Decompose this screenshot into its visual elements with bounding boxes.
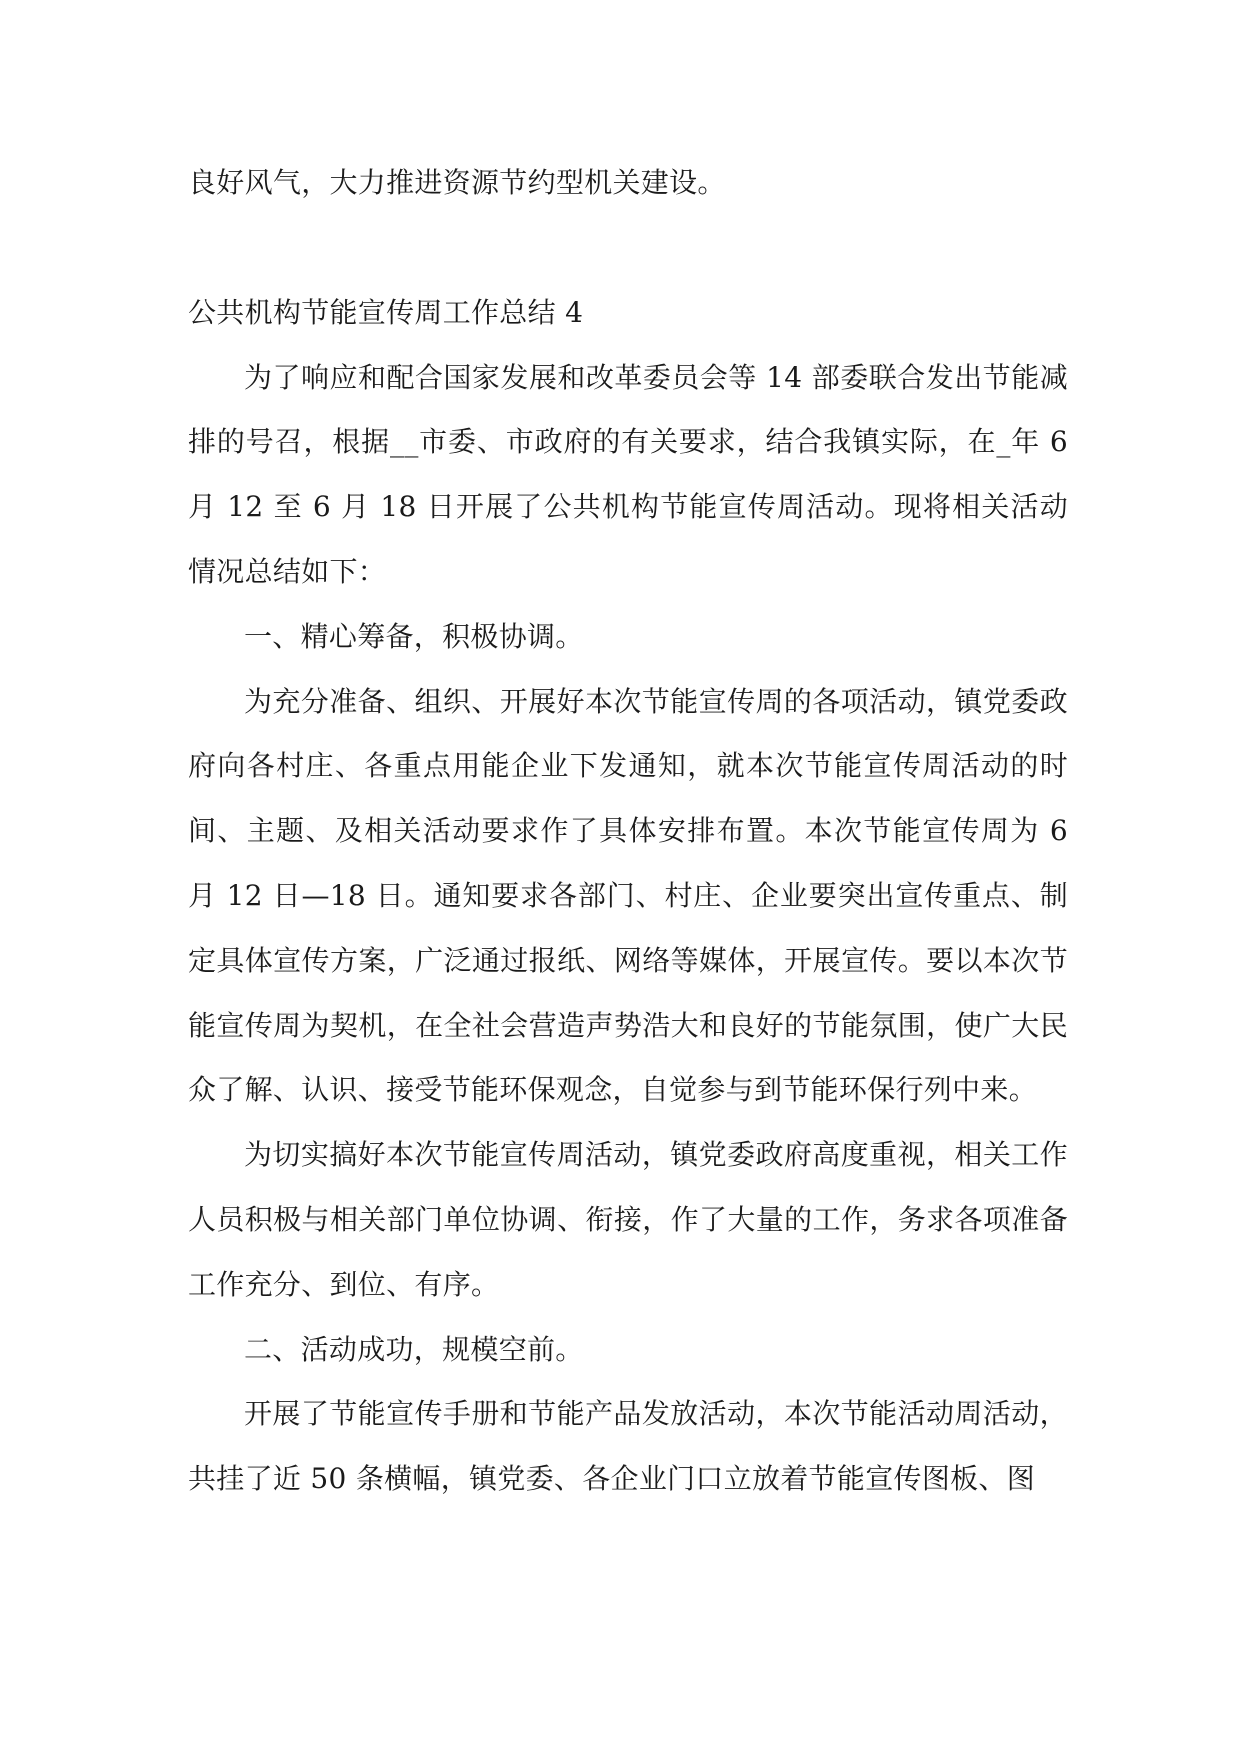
activity-paragraph: 开展了节能宣传手册和节能产品发放活动，本次节能活动周活动，共挂了近 50 条横幅，镇党委、各企业门口立放着节能宣传图板、图 bbox=[188, 1397, 1068, 1496]
continuation-paragraph: 良好风气，大力推进资源节约型机关建设。 bbox=[188, 166, 726, 199]
heading-one: 一、精心筹备，积极协调。 bbox=[244, 619, 584, 653]
preparation-paragraph: 为充分准备、组织、开展好本次节能宣传周的各项活动，镇党委政府向各村庄、各重点用能企业下发通知，就本次节能宣传周活动的时间、主题、及相关活动要求作了具体安排布置。本次节能宣传周为 6 月 12 日—18 日。通知要求各部门、村庄、企业要突出宣传重点、制定具体宣传方案，广泛通过报纸、网络等媒体，开展宣传。要以本次节能宣传周为契机，在全社会营造声势浩大和良好的节能氛围，使广大民众了解、认识、接受节能环保观念，自觉参与到节能环保行列中来。 bbox=[188, 684, 1068, 1107]
section-title: 公共机构节能宣传周工作总结 4 bbox=[188, 295, 584, 329]
heading-two: 二、活动成功，规模空前。 bbox=[244, 1332, 584, 1366]
document-body bbox=[188, 151, 1068, 1512]
coordination-paragraph: 为切实搞好本次节能宣传周活动，镇党委政府高度重视，相关工作人员积极与相关部门单位协调、衔接，作了大量的工作，务求各项准备工作充分、到位、有序。 bbox=[188, 1138, 1068, 1301]
section-gap bbox=[188, 216, 1068, 281]
intro-paragraph: 为了响应和配合国家发展和改革委员会等 14 部委联合发出节能减排的号召，根据__市委、市政府的有关要求，结合我镇实际，在_年 6 月 12 至 6 月 18 日开展了公共机构节能宣传周活动。现将相关活动情况总结如下： bbox=[188, 360, 1068, 588]
